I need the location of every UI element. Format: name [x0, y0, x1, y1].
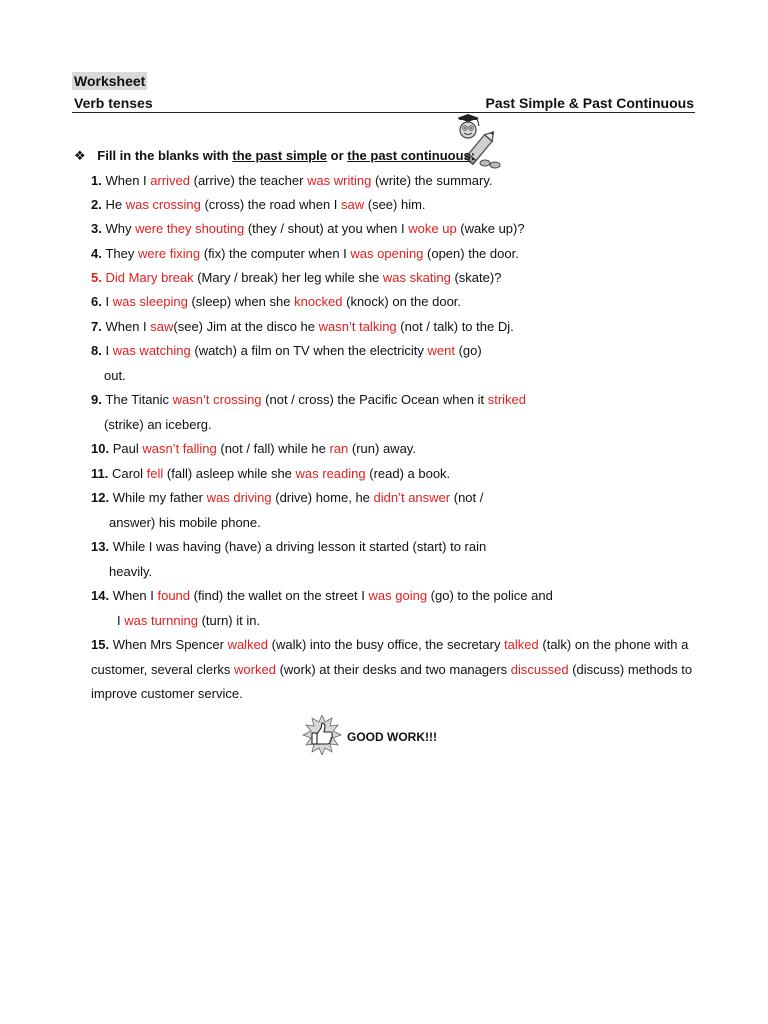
- sentence-text: When Mrs Spencer: [112, 637, 228, 652]
- sentence-text: (find) the wallet on the street I: [190, 588, 369, 603]
- item-number: 1.: [91, 173, 106, 188]
- instruction-prefix: Fill in the blanks with: [97, 148, 229, 163]
- exercise-line: [91, 662, 692, 677]
- sentence-text: (arrive) the teacher: [190, 173, 308, 188]
- topic-title: Past Simple & Past Continuous: [485, 95, 694, 111]
- section-title: Verb tenses: [74, 95, 153, 111]
- sentence-text: (fix) the computer when I: [200, 246, 351, 261]
- exercise-line: [91, 221, 525, 236]
- instruction-suffix: :: [470, 148, 476, 163]
- sentence-text: (walk) into the busy office, the secretary: [268, 637, 505, 652]
- item-number: 5.: [91, 270, 106, 285]
- sentence-text: (see) him.: [364, 197, 426, 212]
- sentence-text: (wake up)?: [456, 221, 525, 236]
- exercise-line: [91, 294, 461, 309]
- sentence-text: (not / fall) while he: [216, 441, 330, 456]
- sentence-text: Carol: [111, 466, 147, 481]
- answer-text: was skating: [382, 270, 451, 285]
- exercise-line: [91, 319, 514, 334]
- sentence-text: (read) a book.: [365, 466, 451, 481]
- sentence-text: (run) away.: [348, 441, 416, 456]
- sentence-text: (not / talk) to the Dj.: [396, 319, 514, 334]
- item-number: 2.: [91, 197, 106, 212]
- sentence-text: Why: [105, 221, 136, 236]
- sentence-text: (turn) it in.: [197, 613, 261, 628]
- sentence-text: (drive) home, he: [271, 490, 374, 505]
- item-number: 13.: [91, 539, 113, 554]
- item-number: 9.: [91, 392, 106, 407]
- instruction-term-past-continuous: the past continuous: [347, 148, 471, 163]
- exercise-line: [91, 588, 553, 603]
- sentence-text: (cross) the road when I: [200, 197, 342, 212]
- answer-text: fell: [146, 466, 164, 481]
- answer-text: was crossing: [125, 197, 201, 212]
- answer-text: was driving: [206, 490, 272, 505]
- sentence-text: (sleep) when she: [187, 294, 295, 309]
- item-number: 11.: [91, 466, 112, 481]
- exercise-line: [91, 392, 526, 407]
- sentence-text: While my father: [112, 490, 207, 505]
- exercise-line: [91, 197, 426, 212]
- sentence-text: (not / cross) the Pacific Ocean when it: [261, 392, 488, 407]
- sentence-text: (see) Jim at the disco he: [173, 319, 319, 334]
- answer-text: was going: [368, 588, 428, 603]
- exercise-line: [109, 564, 152, 579]
- exercise-line: [91, 686, 243, 701]
- answer-text: worked: [234, 662, 276, 677]
- exercise-line: [91, 343, 482, 358]
- sentence-text: I: [105, 343, 113, 358]
- exercise-line: [91, 441, 416, 456]
- answer-text: was watching: [112, 343, 191, 358]
- exercise-line: [91, 466, 450, 481]
- answer-text: went: [427, 343, 455, 358]
- answer-text: were they shouting: [135, 221, 245, 236]
- sentence-text: When I: [105, 173, 151, 188]
- header-divider: [72, 112, 695, 113]
- item-number: 6.: [91, 294, 106, 309]
- answer-text: were fixing: [137, 246, 201, 261]
- sentence-text: I: [105, 294, 113, 309]
- answer-text: saw: [150, 319, 174, 334]
- sentence-text: While I was having (have) a driving lesson it started (start) to rain: [112, 539, 487, 554]
- sentence-text: (go): [454, 343, 482, 358]
- sentence-text: I: [117, 613, 125, 628]
- sentence-text: out.: [104, 368, 126, 383]
- exercise-line: [91, 490, 483, 505]
- item-number: 12.: [91, 490, 113, 505]
- sentence-text: customer, several clerks: [91, 662, 235, 677]
- sentence-text: He: [105, 197, 126, 212]
- answer-text: Did Mary break: [105, 270, 194, 285]
- sentence-text: The Titanic: [105, 392, 173, 407]
- sentence-text: (watch) a film on TV when the electricity: [190, 343, 428, 358]
- answer-text: talked: [504, 637, 539, 652]
- sentence-text: Paul: [112, 441, 143, 456]
- exercise-line: [91, 539, 486, 554]
- answer-text: wasn’t talking: [318, 319, 397, 334]
- sentence-text: (they / shout) at you when I: [244, 221, 409, 236]
- item-number: 14.: [91, 588, 113, 603]
- sentence-text: (talk) on the phone with a: [538, 637, 689, 652]
- sentence-text: They: [105, 246, 138, 261]
- answer-text: wasn’t falling: [142, 441, 217, 456]
- item-number: 3.: [91, 221, 106, 236]
- sentence-text: (strike) an iceberg.: [104, 417, 212, 432]
- instruction-middle: or: [330, 148, 344, 163]
- sentence-text: (fall) asleep while she: [163, 466, 296, 481]
- sentence-text: (knock) on the door.: [342, 294, 462, 309]
- exercise-line: [117, 613, 260, 628]
- sentence-text: improve customer service.: [91, 686, 243, 701]
- exercise-line: [91, 637, 688, 652]
- item-number: 4.: [91, 246, 106, 261]
- sentence-text: (write) the summary.: [371, 173, 493, 188]
- instruction: [74, 148, 475, 164]
- instruction-term-past-simple: the past simple: [232, 148, 328, 163]
- answer-text: was sleeping: [112, 294, 188, 309]
- answer-text: was reading: [295, 466, 366, 481]
- exercise-line: [109, 515, 261, 530]
- answer-text: was writing: [307, 173, 372, 188]
- exercise-line: [91, 173, 492, 188]
- sentence-text: (work) at their desks and two managers: [275, 662, 511, 677]
- worksheet-label: Worksheet: [74, 73, 146, 89]
- sentence-text: (go) to the police and: [427, 588, 553, 603]
- sentence-text: When I: [105, 319, 151, 334]
- sentence-text: (discuss) methods to: [568, 662, 693, 677]
- sentence-text: answer) his mobile phone.: [109, 515, 261, 530]
- sentence-text: When I: [112, 588, 158, 603]
- answer-text: knocked: [294, 294, 343, 309]
- answer-text: didn’t answer: [373, 490, 451, 505]
- exercise-line: [91, 246, 519, 261]
- answer-text: ran: [329, 441, 349, 456]
- exercise-line: [104, 417, 212, 432]
- good-work-text: GOOD WORK!!!: [347, 730, 437, 744]
- answer-text: woke up: [408, 221, 457, 236]
- bullet-icon: ❖: [74, 148, 86, 163]
- answer-text: saw: [341, 197, 365, 212]
- item-number: 7.: [91, 319, 106, 334]
- answer-text: wasn’t crossing: [172, 392, 262, 407]
- sentence-text: (Mary / break) her leg while she: [193, 270, 383, 285]
- answer-text: was turnning: [124, 613, 198, 628]
- item-number: 15.: [91, 637, 113, 652]
- answer-text: discussed: [510, 662, 569, 677]
- answer-text: walked: [227, 637, 269, 652]
- item-number: 10.: [91, 441, 113, 456]
- exercise-line: [104, 368, 126, 383]
- answer-text: striked: [487, 392, 526, 407]
- sentence-text: (open) the door.: [423, 246, 519, 261]
- answer-text: arrived: [150, 173, 191, 188]
- sentence-text: (not /: [450, 490, 484, 505]
- answer-text: found: [157, 588, 191, 603]
- exercise-line: [91, 270, 501, 285]
- answer-text: was opening: [350, 246, 424, 261]
- item-number: 8.: [91, 343, 106, 358]
- sentence-text: (skate)?: [450, 270, 502, 285]
- sentence-text: heavily.: [109, 564, 153, 579]
